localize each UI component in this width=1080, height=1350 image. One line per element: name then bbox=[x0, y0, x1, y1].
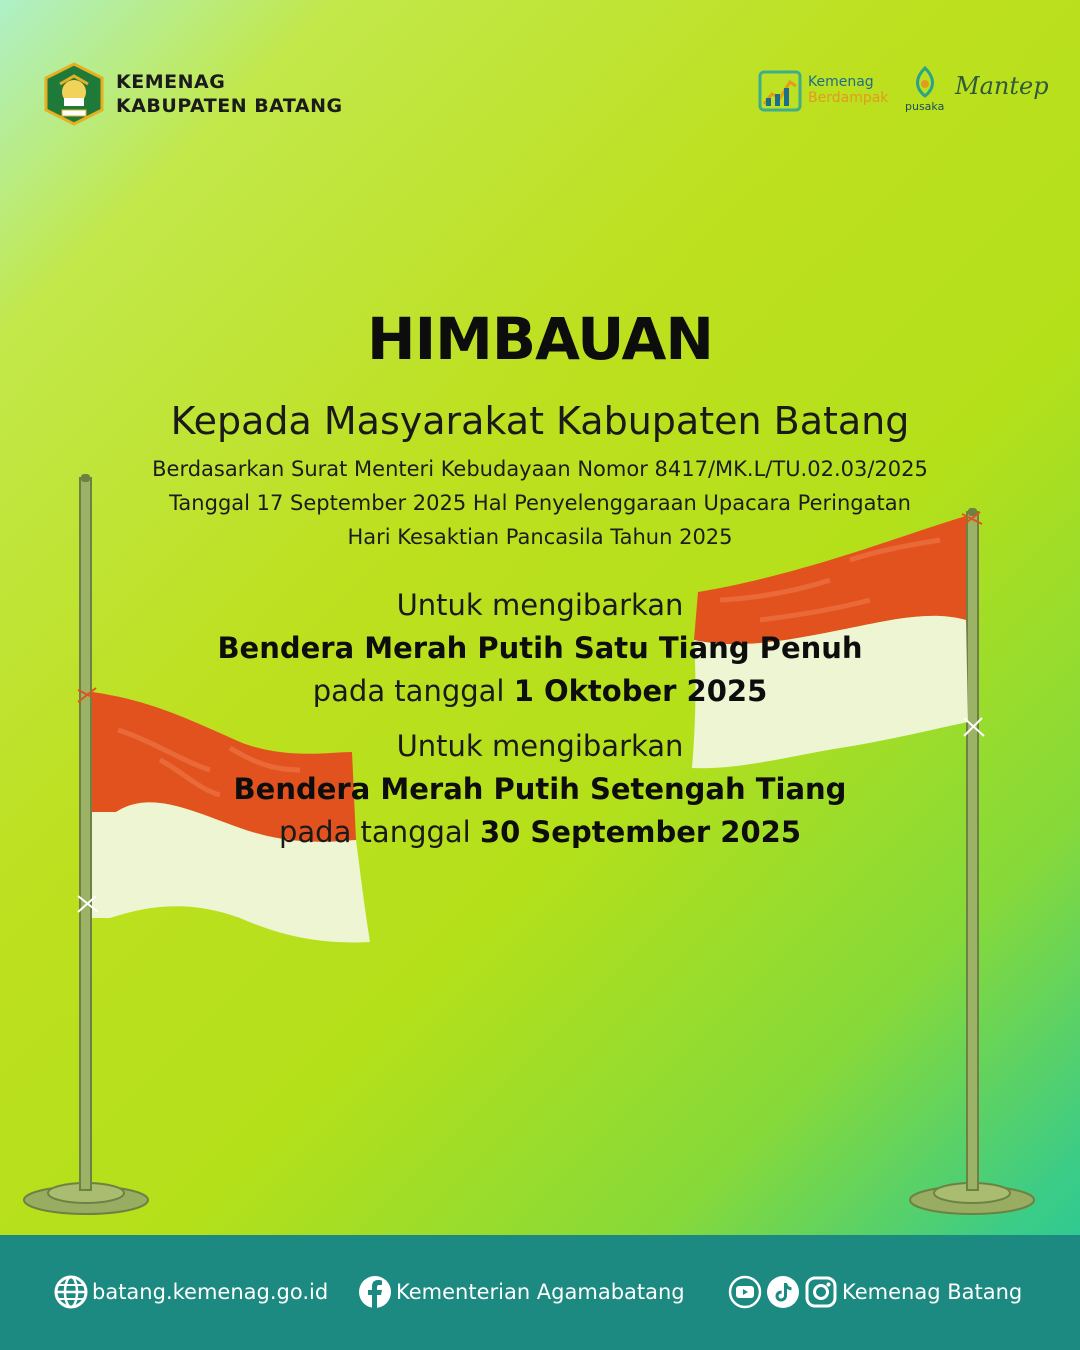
facebook-link[interactable] bbox=[358, 1275, 685, 1309]
footer bbox=[0, 1235, 1080, 1350]
legal-basis bbox=[0, 452, 1080, 554]
page-title: HIMBAUAN bbox=[367, 305, 713, 373]
mantep-logo: Mantep bbox=[955, 72, 1049, 100]
globe-icon bbox=[54, 1275, 88, 1309]
instruction-2-date: 30 September 2025 bbox=[479, 815, 802, 849]
instruction-1-date: 1 Oktober 2025 bbox=[513, 674, 768, 708]
instruction-full-mast bbox=[0, 584, 1080, 713]
website-text: batang.kemenag.go.id bbox=[92, 1280, 329, 1304]
facebook-text: Kementerian Agamabatang bbox=[396, 1280, 685, 1304]
basis-line-2: Tanggal 17 September 2025 Hal Penyelenggaraan Upacara Peringatan bbox=[169, 491, 911, 515]
berdampak-icon bbox=[758, 70, 802, 112]
website-link[interactable] bbox=[54, 1275, 328, 1309]
pusaka-label: pusaka bbox=[905, 100, 945, 113]
org-line-2: KABUPATEN BATANG bbox=[116, 95, 343, 117]
subtitle: Kepada Masyarakat Kabupaten Batang bbox=[170, 399, 910, 443]
youtube-icon bbox=[728, 1275, 762, 1309]
instruction-1-flag-mode: Bendera Merah Putih Satu Tiang Penuh bbox=[217, 631, 863, 665]
tiktok-icon bbox=[766, 1275, 800, 1309]
kemenag-emblem-icon bbox=[42, 62, 106, 126]
basis-line-3: Hari Kesaktian Pancasila Tahun 2025 bbox=[347, 525, 733, 549]
organization-name bbox=[116, 70, 343, 118]
facebook-icon bbox=[358, 1275, 392, 1309]
announcement bbox=[0, 300, 1080, 854]
org-line-1: KEMENAG bbox=[116, 71, 226, 93]
instruction-1-intro: Untuk mengibarkan bbox=[396, 588, 684, 622]
berdampak-line-2: Berdampak bbox=[808, 90, 889, 106]
instruction-half-mast bbox=[0, 725, 1080, 854]
social-text: Kemenag Batang bbox=[842, 1280, 1023, 1304]
berdampak-line-1: Kemenag bbox=[808, 74, 874, 90]
basis-line-1: Berdasarkan Surat Menteri Kebudayaan Nomor 8417/MK.L/TU.02.03/2025 bbox=[152, 457, 928, 481]
instruction-2-date-prefix: pada tanggal bbox=[278, 815, 471, 849]
instagram-icon bbox=[804, 1275, 838, 1309]
social-links[interactable] bbox=[728, 1275, 1022, 1309]
instruction-2-intro: Untuk mengibarkan bbox=[396, 729, 684, 763]
instruction-2-flag-mode: Bendera Merah Putih Setengah Tiang bbox=[233, 772, 847, 806]
kemenag-berdampak-logo bbox=[758, 68, 903, 112]
instruction-1-date-prefix: pada tanggal bbox=[312, 674, 505, 708]
